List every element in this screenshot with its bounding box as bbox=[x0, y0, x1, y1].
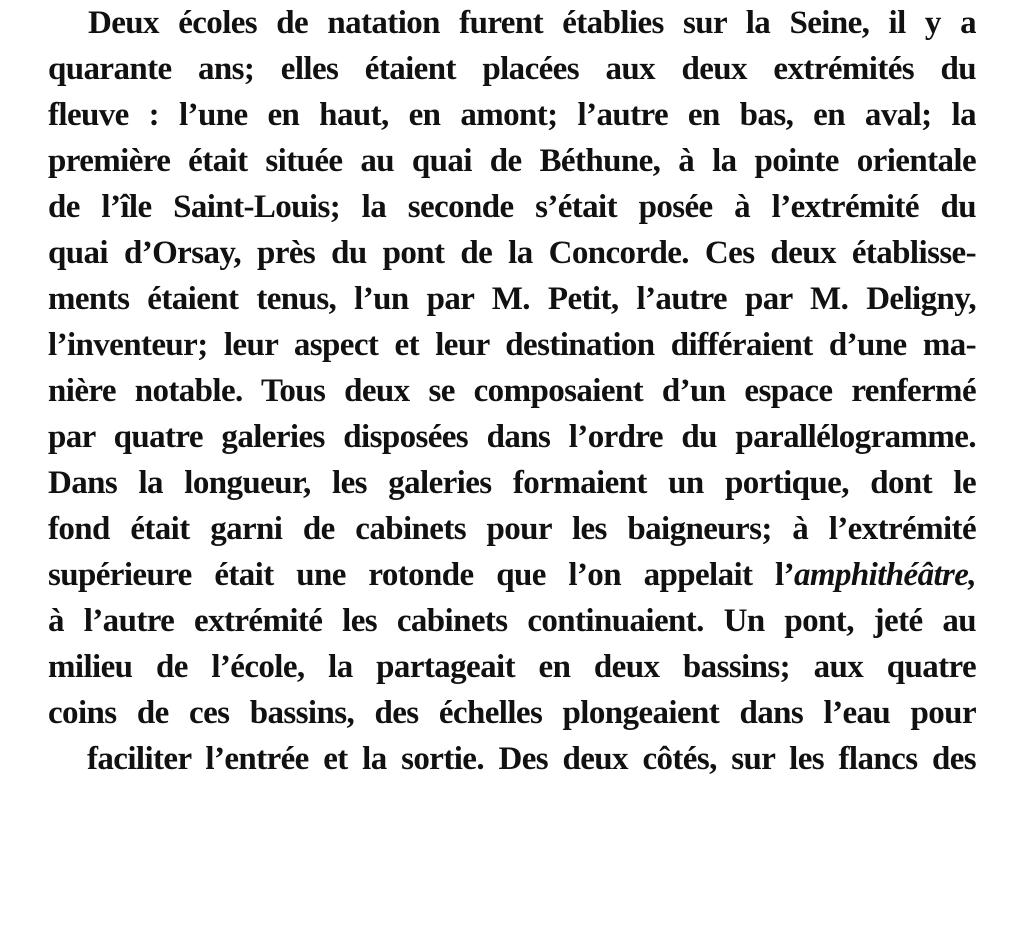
text-line: coins de ces bassins, des échelles plongeaient dans l’eau pour bbox=[48, 695, 976, 731]
text-line: fleuve : l’une en haut, en amont; l’autre en bas, en aval; la bbox=[48, 97, 976, 133]
text-line: fond était garni de cabinets pour les baigneurs; à l’extrémité bbox=[48, 511, 976, 547]
text-run: supérieure était une rotonde que l’on appelait l’ bbox=[48, 557, 795, 593]
text-line: l’inventeur; leur aspect et leur destination différaient d’une ma- bbox=[48, 327, 976, 363]
text-line bbox=[48, 550, 976, 600]
text-line: quarante ans; elles étaient placées aux deux extrémités du bbox=[48, 51, 976, 87]
text-line: de l’île Saint-Louis; la seconde s’était posée à l’extrémité du bbox=[48, 189, 976, 225]
text-line: Dans la longueur, les galeries formaient un portique, dont le bbox=[48, 465, 976, 501]
italic-word: amphithéâtre, bbox=[794, 557, 976, 593]
document-page bbox=[48, 0, 976, 946]
text-line: faciliter l’entrée et la sortie. Des deux côtés, sur les flancs des bbox=[87, 741, 976, 777]
text-line: milieu de l’école, la partageait en deux bassins; aux quatre bbox=[48, 649, 976, 685]
text-line: première était située au quai de Béthune, à la pointe orientale bbox=[48, 143, 976, 179]
text-line: à l’autre extrémité les cabinets continuaient. Un pont, jeté au bbox=[48, 603, 976, 639]
text-line: quai d’Orsay, près du pont de la Concorde. Ces deux établisse- bbox=[48, 235, 976, 271]
text-line: Deux écoles de natation furent établies sur la Seine, il y a bbox=[88, 5, 976, 41]
text-line: par quatre galeries disposées dans l’ordre du parallélogramme. bbox=[48, 419, 976, 455]
text-line: ments étaient tenus, l’un par M. Petit, l’autre par M. Deligny, bbox=[48, 281, 976, 317]
text-line: nière notable. Tous deux se composaient d’un espace renfermé bbox=[48, 373, 976, 409]
